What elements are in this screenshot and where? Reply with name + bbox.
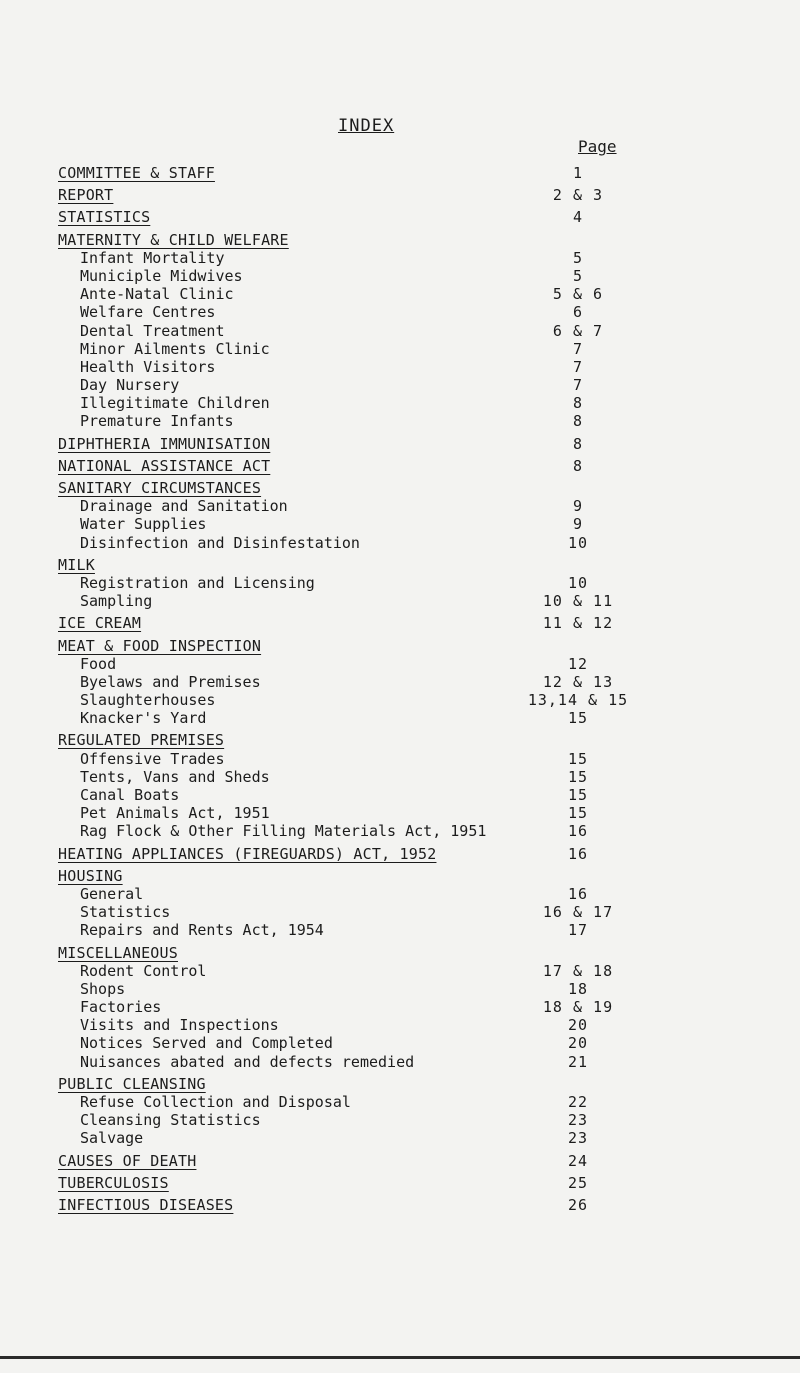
entry-page-number: 8 bbox=[572, 412, 584, 431]
entry-page-number: 20 bbox=[567, 1034, 589, 1053]
toc-entry bbox=[58, 303, 758, 321]
toc-entry bbox=[58, 394, 758, 412]
entry-page-number: 15 bbox=[567, 749, 589, 768]
entry-page-number: 9 bbox=[572, 515, 584, 534]
toc-entry bbox=[58, 515, 758, 533]
entry-page-number: 20 bbox=[567, 1016, 589, 1035]
toc-section-heading bbox=[58, 1174, 758, 1192]
toc-section-heading bbox=[58, 845, 758, 863]
toc-section-heading bbox=[58, 1075, 758, 1093]
entry-page-number: 9 bbox=[572, 497, 584, 516]
entry-page-number: 22 bbox=[567, 1093, 589, 1111]
entry-page-number: 8 bbox=[572, 456, 584, 475]
entry-page-number: 18 & 19 bbox=[542, 998, 614, 1017]
toc-entry bbox=[58, 267, 758, 285]
entry-title: REPORT bbox=[58, 186, 114, 205]
toc-entry bbox=[58, 534, 758, 552]
entry-title: Ante-Natal Clinic bbox=[80, 285, 234, 304]
toc-section-heading bbox=[58, 186, 758, 204]
entry-page-number: 1 bbox=[572, 164, 584, 182]
entry-title: Pet Animals Act, 1951 bbox=[80, 804, 270, 823]
entry-title: Infant Mortality bbox=[80, 248, 225, 267]
toc-entry bbox=[58, 655, 758, 673]
entry-page-number: 16 bbox=[567, 844, 589, 863]
toc-section-heading bbox=[58, 867, 758, 885]
entry-page-number: 15 bbox=[567, 767, 589, 786]
entry-title: Rag Flock & Other Filling Materials Act, 1951 bbox=[80, 822, 487, 841]
entry-page-number: 13,14 & 15 bbox=[527, 691, 629, 710]
entry-title: MEAT & FOOD INSPECTION bbox=[58, 636, 262, 655]
entry-title: SANITARY CIRCUMSTANCES bbox=[58, 479, 262, 497]
toc-section-heading bbox=[58, 1152, 758, 1170]
entry-title: MATERNITY & CHILD WELFARE bbox=[58, 230, 289, 249]
entry-title: Offensive Trades bbox=[80, 749, 225, 768]
entry-title: NATIONAL ASSISTANCE ACT bbox=[58, 456, 271, 475]
entry-title: Refuse Collection and Disposal bbox=[80, 1093, 351, 1111]
entry-title: ICE CREAM bbox=[58, 614, 142, 633]
toc-section-heading bbox=[58, 479, 758, 497]
toc-entry bbox=[58, 249, 758, 267]
entry-page-number: 8 bbox=[572, 394, 584, 413]
entry-title: Slaughterhouses bbox=[80, 691, 216, 710]
toc-entry bbox=[58, 885, 758, 903]
entry-page-number: 5 bbox=[572, 248, 584, 267]
toc-entry bbox=[58, 1053, 758, 1071]
entry-page-number: 24 bbox=[567, 1151, 589, 1170]
entry-title: MISCELLANEOUS bbox=[58, 943, 178, 962]
entry-page-number: 6 bbox=[572, 303, 584, 322]
toc-section-heading bbox=[58, 208, 758, 226]
entry-title: Notices Served and Completed bbox=[80, 1034, 333, 1053]
entry-title: Illegitimate Children bbox=[80, 394, 270, 413]
toc-section-heading bbox=[58, 731, 758, 749]
entry-title: CAUSES OF DEATH bbox=[58, 1151, 197, 1170]
entry-title: Cleansing Statistics bbox=[80, 1111, 261, 1130]
entry-page-number: 16 bbox=[567, 884, 589, 903]
toc-section-heading bbox=[58, 164, 758, 182]
toc-entry bbox=[58, 921, 758, 939]
toc-entry bbox=[58, 574, 758, 592]
entry-title: HOUSING bbox=[58, 866, 123, 885]
entry-title: Knacker's Yard bbox=[80, 709, 207, 728]
entry-title: Tents, Vans and Sheds bbox=[80, 767, 270, 786]
entry-title: Factories bbox=[80, 998, 162, 1017]
toc-section-heading bbox=[58, 637, 758, 655]
entry-page-number: 10 bbox=[567, 573, 589, 592]
toc-entry bbox=[58, 998, 758, 1016]
toc-entry bbox=[58, 673, 758, 691]
entry-title: Welfare Centres bbox=[80, 303, 216, 322]
entry-title: Byelaws and Premises bbox=[80, 672, 261, 691]
entry-page-number: 7 bbox=[572, 357, 584, 376]
entry-title: Water Supplies bbox=[80, 515, 207, 534]
entry-title: Dental Treatment bbox=[80, 321, 225, 340]
entry-page-number: 7 bbox=[572, 339, 584, 358]
toc-entry bbox=[58, 1111, 758, 1129]
toc-entry bbox=[58, 592, 758, 610]
entry-page-number: 16 bbox=[567, 822, 589, 841]
entry-title: Registration and Licensing bbox=[80, 573, 315, 592]
entry-page-number: 2 & 3 bbox=[552, 186, 604, 205]
entry-page-number: 21 bbox=[567, 1052, 589, 1071]
entry-page-number: 16 & 17 bbox=[542, 903, 614, 922]
entry-title: INFECTIOUS DISEASES bbox=[58, 1195, 234, 1214]
entry-title: General bbox=[80, 884, 144, 903]
toc-entry bbox=[58, 358, 758, 376]
toc-section-heading bbox=[58, 556, 758, 574]
entry-page-number: 25 bbox=[567, 1173, 589, 1192]
toc-entry bbox=[58, 1016, 758, 1034]
entry-title: Visits and Inspections bbox=[80, 1016, 279, 1035]
toc-section-heading bbox=[58, 1196, 758, 1214]
entry-title: REGULATED PREMISES bbox=[58, 731, 225, 750]
toc-section-heading bbox=[58, 231, 758, 249]
entry-title: Sampling bbox=[80, 592, 153, 611]
toc-entry bbox=[58, 822, 758, 840]
entry-title: Food bbox=[80, 654, 117, 673]
toc-section-heading bbox=[58, 457, 758, 475]
entry-title: Repairs and Rents Act, 1954 bbox=[80, 921, 324, 940]
entry-title: Minor Ailments Clinic bbox=[80, 339, 270, 358]
entry-page-number: 18 bbox=[567, 979, 589, 998]
toc-section-heading bbox=[58, 944, 758, 962]
entry-title: Drainage and Sanitation bbox=[80, 497, 288, 516]
toc-entry bbox=[58, 786, 758, 804]
table-of-contents bbox=[58, 160, 758, 1214]
entry-title: PUBLIC CLEANSING bbox=[58, 1074, 206, 1093]
entry-title: Day Nursery bbox=[80, 376, 180, 395]
entry-title: DIPHTHERIA IMMUNISATION bbox=[58, 434, 271, 453]
toc-entry bbox=[58, 1093, 758, 1111]
entry-page-number: 15 bbox=[567, 804, 589, 823]
entry-page-number: 7 bbox=[572, 376, 584, 395]
entry-page-number: 11 & 12 bbox=[542, 614, 614, 633]
entry-page-number: 15 bbox=[567, 709, 589, 728]
entry-title: TUBERCULOSIS bbox=[58, 1173, 169, 1192]
page-bottom-rule bbox=[0, 1356, 800, 1359]
toc-entry bbox=[58, 804, 758, 822]
entry-page-number: 4 bbox=[572, 208, 584, 227]
toc-entry bbox=[58, 497, 758, 515]
entry-title: Health Visitors bbox=[80, 357, 216, 376]
entry-title: MILK bbox=[58, 555, 95, 574]
toc-entry bbox=[58, 1034, 758, 1052]
toc-entry bbox=[58, 709, 758, 727]
entry-page-number: 23 bbox=[567, 1111, 589, 1130]
toc-entry bbox=[58, 412, 758, 430]
toc-entry bbox=[58, 285, 758, 303]
entry-page-number: 26 bbox=[567, 1195, 589, 1214]
entry-page-number: 10 bbox=[567, 533, 589, 552]
entry-title: Disinfection and Disinfestation bbox=[80, 533, 360, 552]
page-title: INDEX bbox=[338, 116, 395, 136]
toc-entry bbox=[58, 980, 758, 998]
entry-page-number: 8 bbox=[572, 434, 584, 453]
toc-entry bbox=[58, 376, 758, 394]
entry-title: COMMITTEE & STAFF bbox=[58, 164, 215, 182]
entry-title: Municiple Midwives bbox=[80, 266, 243, 285]
entry-page-number: 5 bbox=[572, 266, 584, 285]
entry-title: HEATING APPLIANCES (FIREGUARDS) ACT, 1952 bbox=[58, 844, 437, 863]
entry-title: Premature Infants bbox=[80, 412, 234, 431]
entry-page-number: 5 & 6 bbox=[552, 285, 604, 304]
toc-entry bbox=[58, 340, 758, 358]
toc-entry bbox=[58, 1129, 758, 1147]
entry-title: Rodent Control bbox=[80, 961, 207, 980]
toc-entry bbox=[58, 903, 758, 921]
toc-entry bbox=[58, 322, 758, 340]
entry-page-number: 17 bbox=[567, 921, 589, 940]
toc-section-heading bbox=[58, 614, 758, 632]
entry-page-number: 15 bbox=[567, 786, 589, 804]
page-column-label: Page bbox=[578, 137, 617, 156]
toc-entry bbox=[58, 962, 758, 980]
toc-entry bbox=[58, 691, 758, 709]
toc-entry bbox=[58, 768, 758, 786]
entry-title: Nuisances abated and defects remedied bbox=[80, 1052, 415, 1071]
entry-page-number: 12 & 13 bbox=[542, 672, 614, 691]
entry-page-number: 12 bbox=[567, 654, 589, 673]
toc-entry bbox=[58, 750, 758, 768]
entry-title: Statistics bbox=[80, 903, 171, 922]
entry-page-number: 23 bbox=[567, 1129, 589, 1148]
entry-title: Shops bbox=[80, 979, 126, 998]
toc-section-heading bbox=[58, 435, 758, 453]
entry-page-number: 6 & 7 bbox=[552, 321, 604, 340]
entry-title: STATISTICS bbox=[58, 208, 151, 227]
entry-title: Canal Boats bbox=[80, 786, 180, 804]
entry-page-number: 17 & 18 bbox=[542, 961, 614, 980]
entry-title: Salvage bbox=[80, 1129, 144, 1148]
entry-page-number: 10 & 11 bbox=[542, 592, 614, 611]
